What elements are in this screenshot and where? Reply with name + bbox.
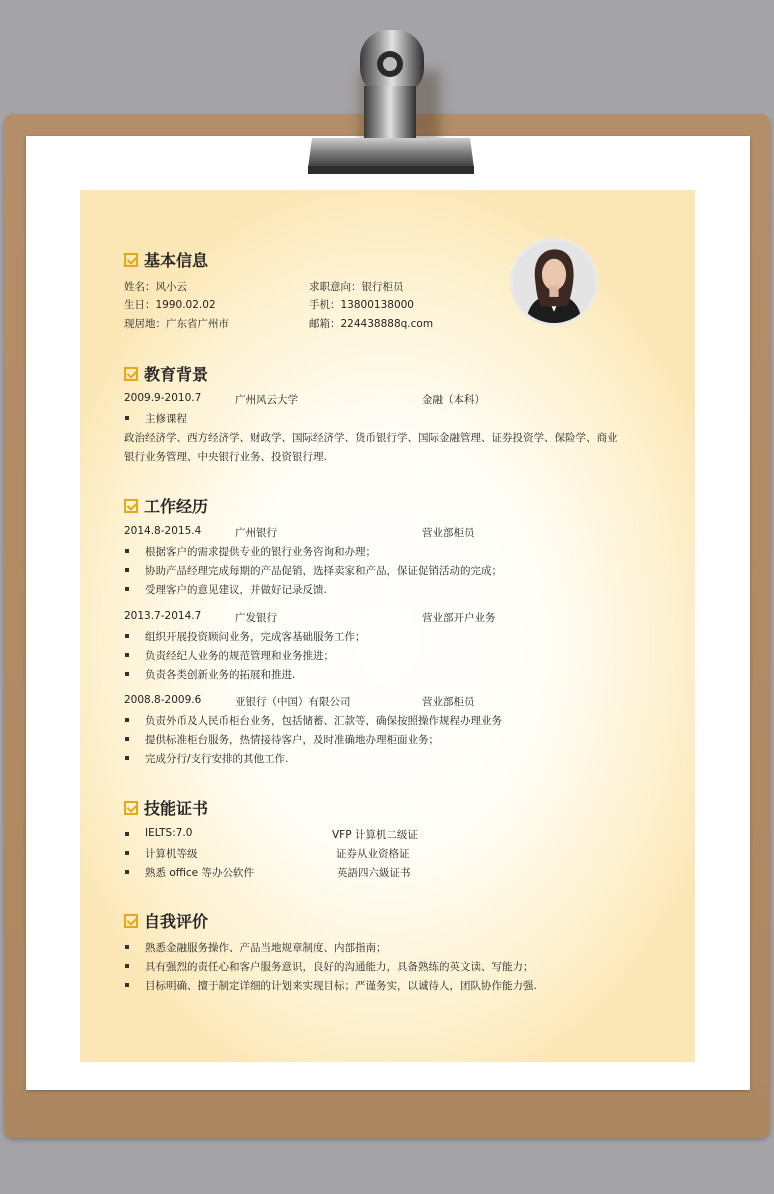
basic-email: 邮箱：224438888q.com: [309, 318, 434, 330]
section-title-basic: [124, 248, 208, 271]
section-title-skills: [124, 796, 208, 819]
education-major: 金融（本科）: [422, 394, 485, 406]
section-title-self: [124, 909, 208, 932]
job-company: 亚银行（中国）有限公司: [235, 696, 351, 708]
job-position: 营业部柜员: [422, 696, 475, 708]
education-school: 广州风云大学: [235, 394, 298, 406]
checkbox-icon: [124, 801, 138, 815]
job-position: 营业部柜员: [422, 527, 475, 539]
skill-cert: 证券从业资格证: [336, 848, 410, 860]
list-item: 熟悉 office 等办公软件: [124, 865, 254, 880]
section-title-text: 基本信息: [144, 251, 209, 270]
section-title-work: [124, 494, 208, 517]
list-item: 主修课程: [124, 411, 187, 426]
list-item: 根据客户的需求提供专业的银行业务咨询和办理；: [124, 544, 376, 559]
basic-intent: 求职意向：银行柜员: [309, 281, 404, 293]
checkbox-icon: [124, 253, 138, 267]
skill-cert: VFP 计算机二级证: [332, 829, 418, 841]
section-title-text: 技能证书: [144, 799, 209, 818]
job-period: 2014.8-2015.4: [124, 525, 202, 537]
checkbox-icon: [124, 914, 138, 928]
checkbox-icon: [124, 367, 138, 381]
basic-address: 现居地：广东省广州市: [124, 318, 229, 330]
basic-name: 姓名：风小云: [124, 281, 187, 293]
list-item: 组织开展投资顾问业务，完成客基础服务工作；: [124, 629, 366, 644]
education-period: 2009.9-2010.7: [124, 392, 202, 404]
section-title-education: [124, 362, 208, 385]
list-item: 计算机等级: [124, 846, 198, 861]
basic-phone: 手机：13800138000: [309, 299, 414, 311]
job-company: 广州银行: [235, 527, 277, 539]
list-item: 提供标准柜台服务，热情接待客户，及时准确地办理柜面业务；: [124, 732, 439, 747]
job-position: 营业部开户业务: [422, 612, 496, 624]
section-title-text: 自我评价: [144, 912, 209, 931]
list-item: 受理客户的意见建议，并做好记录反馈.: [124, 582, 327, 597]
checkbox-icon: [124, 499, 138, 513]
list-item: 负责外币及人民币柜台业务，包括储蓄、汇款等，确保按照操作规程办理业务: [124, 713, 502, 728]
list-item: IELTS:7.0: [124, 827, 192, 839]
job-period: 2008.8-2009.6: [124, 694, 202, 706]
job-period: 2013.7-2014.7: [124, 610, 202, 622]
job-company: 广发银行: [235, 612, 277, 624]
section-title-text: 工作经历: [144, 497, 209, 516]
list-item: 协助产品经理完成每期的产品促销，选择卖家和产品，保证促销活动的完成；: [124, 563, 502, 578]
binder-clip-icon: [300, 26, 480, 186]
education-courses-line1: 政治经济学、西方经济学、财政学、国际经济学、货币银行学、国际金融管理、证券投资学、保险学、商业: [124, 432, 618, 444]
basic-birthday: 生日：1990.02.02: [124, 299, 216, 311]
education-courses-line2: 银行业务管理、中央银行业务、投资银行理.: [124, 451, 327, 463]
list-item: 负责各类创新业务的拓展和推进.: [124, 667, 295, 682]
avatar: [510, 238, 598, 326]
portrait-icon: [513, 241, 595, 323]
list-item: 具有强烈的责任心和客户服务意识，良好的沟通能力，具备熟练的英文读、写能力；: [124, 959, 534, 974]
skill-cert: 英語四六級证书: [337, 867, 411, 879]
list-item: 目标明确、擅于制定详细的计划来实现目标；严谨务实，以诚待人，团队协作能力强.: [124, 978, 537, 993]
list-item: 熟悉金融服务操作、产品当地规章制度、内部指南；: [124, 940, 387, 955]
section-title-text: 教育背景: [144, 365, 209, 384]
list-item: 负责经纪人业务的规范管理和业务推进；: [124, 648, 334, 663]
list-item: 完成分行/支行安排的其他工作.: [124, 751, 288, 766]
